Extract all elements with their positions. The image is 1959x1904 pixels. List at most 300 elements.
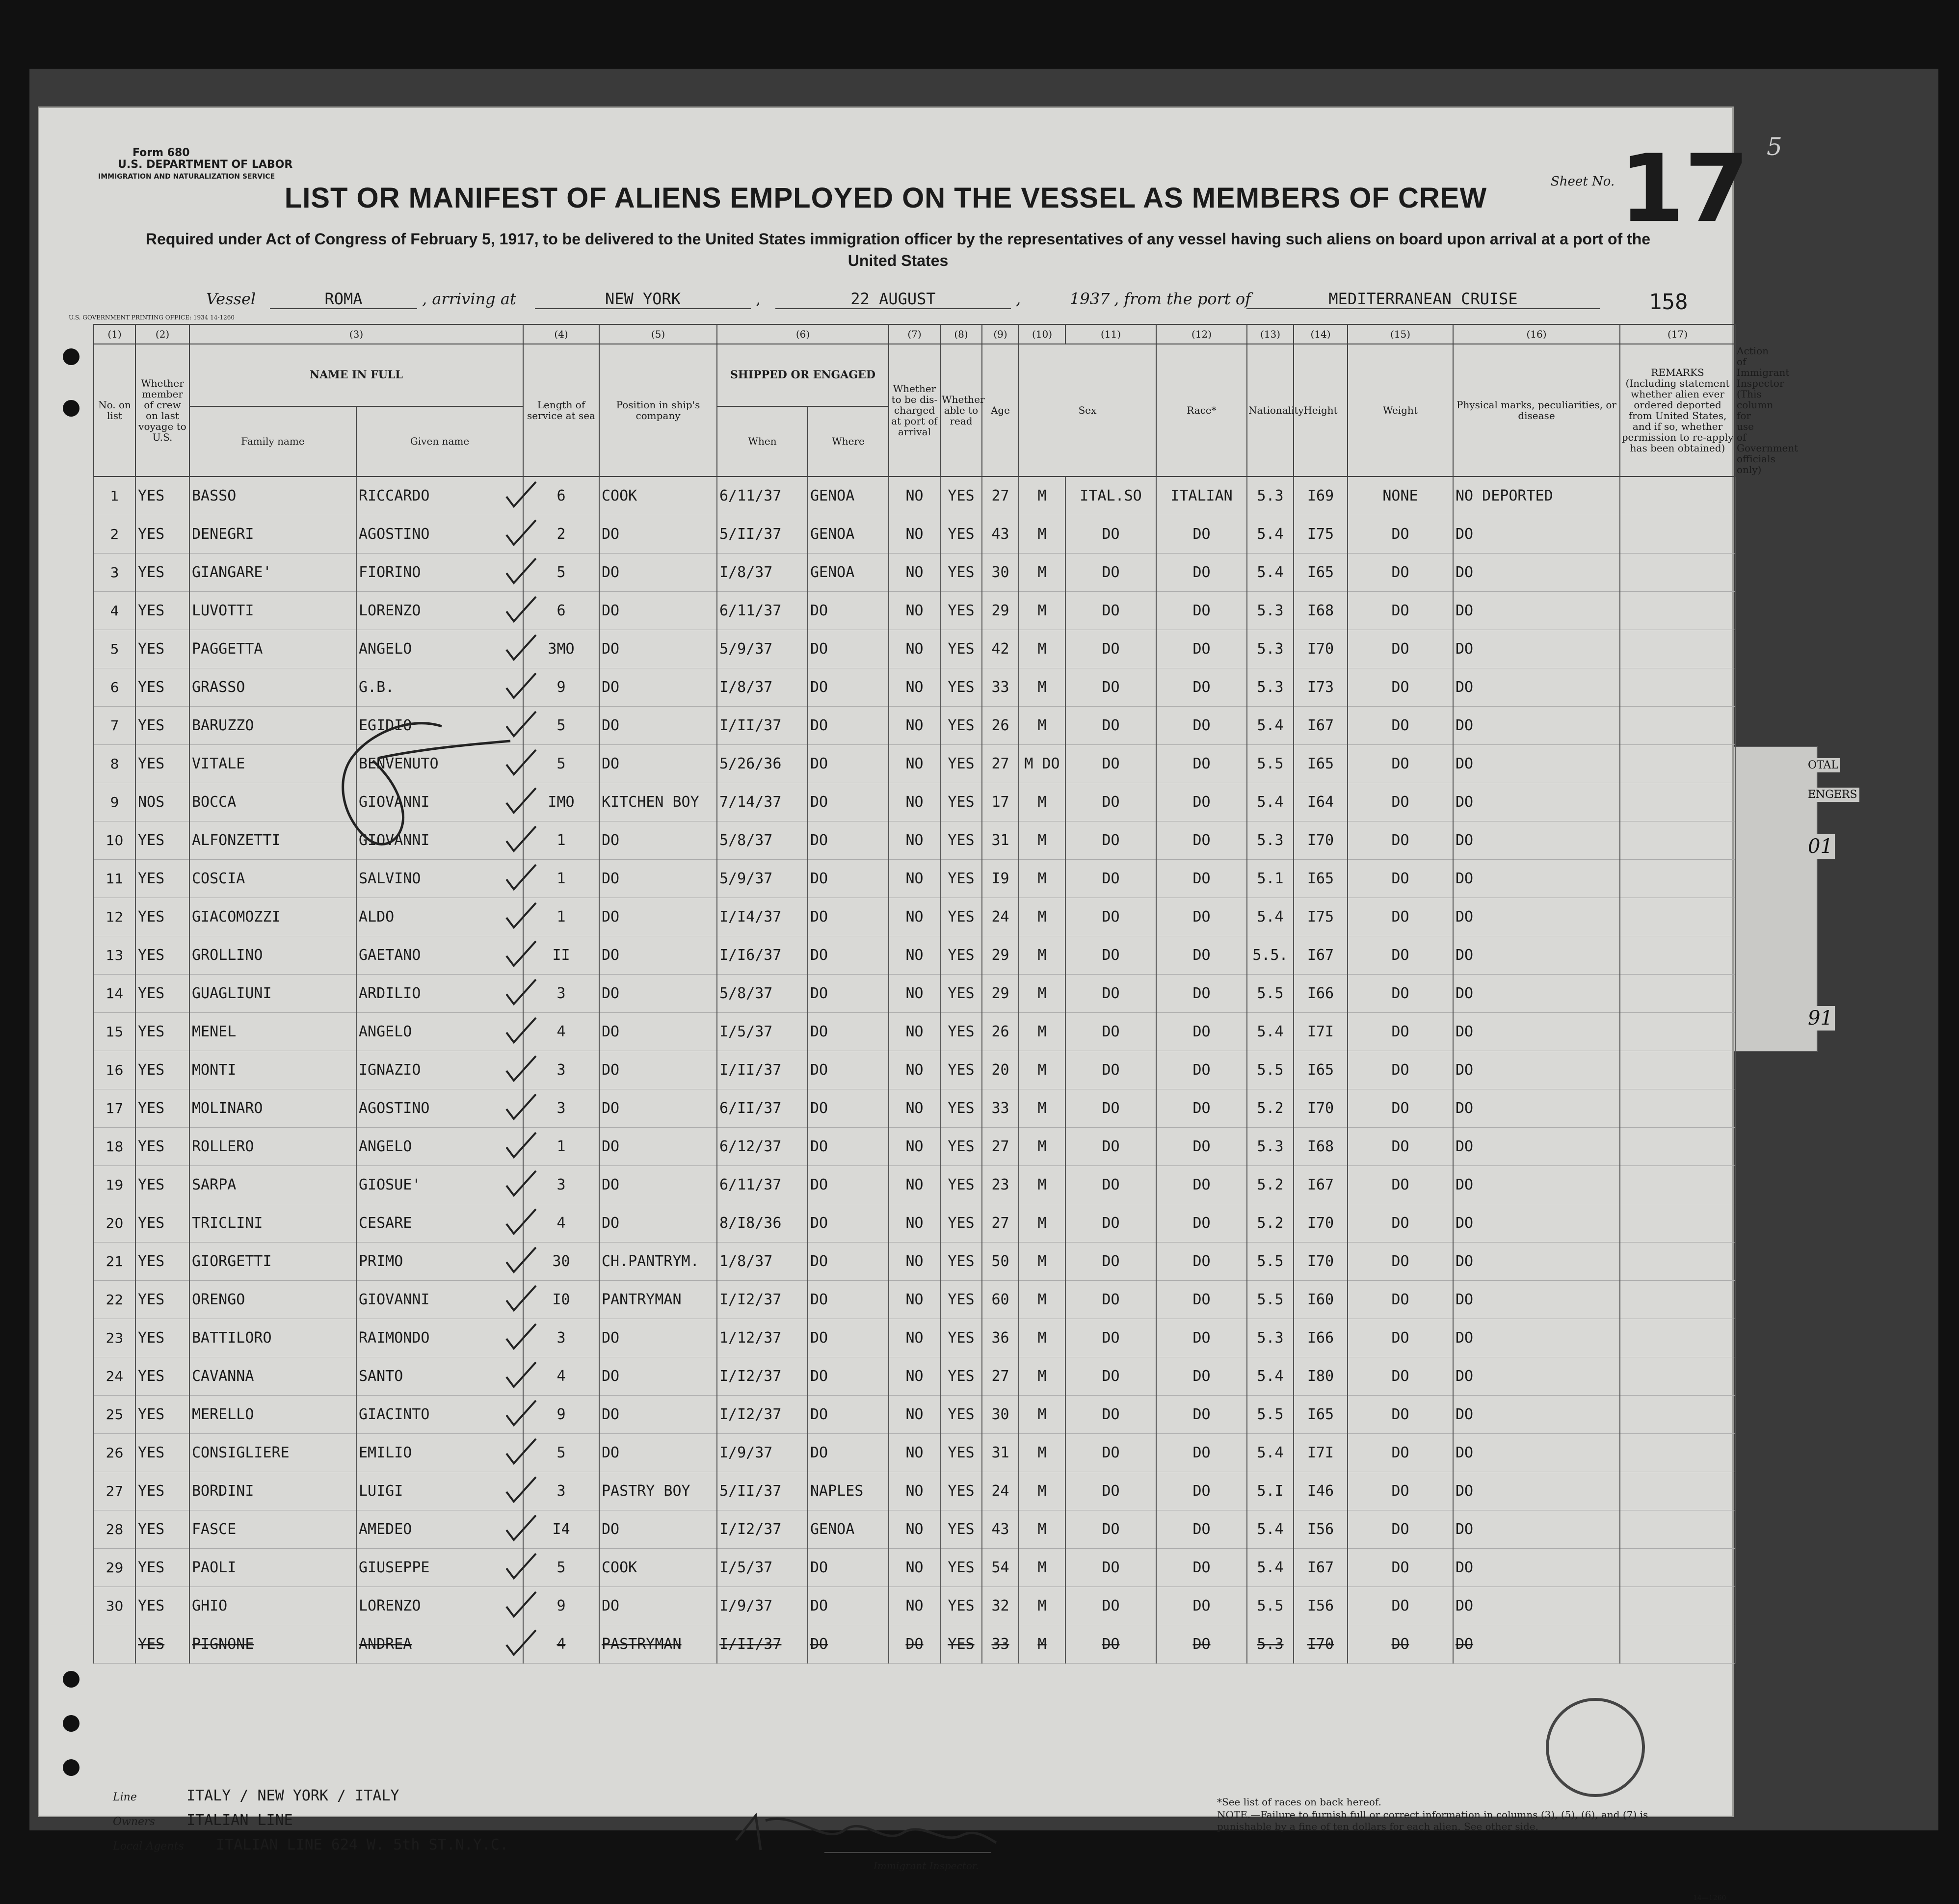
cell-race: DO [1065, 515, 1156, 554]
cell-able-read: YES [940, 898, 982, 936]
check-mark [504, 1551, 538, 1581]
cell-family-name: GUAGLIUNI [189, 975, 356, 1013]
punch-hole [63, 400, 79, 417]
cell-remarks: NO DEPORTED [1453, 476, 1620, 515]
cell-family-name: SARPA [189, 1166, 356, 1204]
cell-height: 5.5 [1247, 1051, 1294, 1089]
cell-nationality: DO [1156, 1319, 1247, 1357]
header-physical-marks: Physical marks, peculiarities, or disease [1453, 344, 1620, 476]
cell-race: DO [1065, 1472, 1156, 1510]
line-label: Line [113, 1791, 137, 1803]
cell-weight: I66 [1294, 975, 1348, 1013]
cell-height: 5.5 [1247, 975, 1294, 1013]
cell-last-voyage: YES [135, 630, 189, 668]
cell-weight: I70 [1294, 1204, 1348, 1243]
cell-physical-marks: DO [1348, 668, 1453, 707]
check-mark [504, 1513, 538, 1542]
cell-sex: M [1019, 783, 1065, 821]
cell-shipped-when: I/II/37 [717, 1051, 808, 1089]
cell-position: DO [599, 1128, 717, 1166]
cell-family-name: DENEGRI [189, 515, 356, 554]
cell-row-number: 30 [94, 1587, 135, 1625]
cell-height: 5.4 [1247, 707, 1294, 745]
check-mark [504, 1628, 538, 1657]
cell-shipped-where: DO [808, 1587, 889, 1625]
cell-nationality: DO [1156, 975, 1247, 1013]
cell-discharged: NO [889, 668, 940, 707]
cell-last-voyage: YES [135, 860, 189, 898]
header-sex: Sex [1019, 344, 1156, 476]
col-num-7: (7) [889, 324, 940, 344]
cell-inspector-action [1620, 668, 1735, 707]
cell-remarks: DO [1453, 1472, 1620, 1510]
cell-family-name: GIACOMOZZI [189, 898, 356, 936]
cell-discharged: NO [889, 707, 940, 745]
cell-position: DO [599, 707, 717, 745]
cell-age: 36 [982, 1319, 1019, 1357]
cell-inspector-action [1620, 592, 1735, 630]
cell-inspector-action [1620, 1319, 1735, 1357]
cell-last-voyage: YES [135, 476, 189, 515]
col-num-11: (11) [1065, 324, 1156, 344]
cell-race: DO [1065, 860, 1156, 898]
cell-race: DO [1065, 783, 1156, 821]
cell-able-read: YES [940, 515, 982, 554]
cell-race: DO [1065, 1319, 1156, 1357]
cell-last-voyage: YES [135, 1013, 189, 1051]
cell-age: 20 [982, 1051, 1019, 1089]
cell-weight: I64 [1294, 783, 1348, 821]
cell-nationality: DO [1156, 1396, 1247, 1434]
cell-nationality: DO [1156, 1281, 1247, 1319]
cell-remarks: DO [1453, 1319, 1620, 1357]
cell-weight: I70 [1294, 1243, 1348, 1281]
cell-service-length: 6 [523, 592, 599, 630]
corner-mark: 5 [1767, 132, 1782, 161]
cell-discharged: NO [889, 1549, 940, 1587]
side-value-2: 91 [1806, 1006, 1835, 1031]
header-remarks [1620, 344, 1735, 476]
cell-last-voyage: YES [135, 554, 189, 592]
cell-family-name: BOCCA [189, 783, 356, 821]
cell-height: 5.3 [1247, 1128, 1294, 1166]
cell-position: DO [599, 1357, 717, 1396]
cell-nationality: DO [1156, 707, 1247, 745]
cell-inspector-action [1620, 898, 1735, 936]
table-row [94, 1243, 1735, 1281]
cell-race: DO [1065, 1357, 1156, 1396]
cell-row-number: 25 [94, 1396, 135, 1434]
cell-given-name: RAIMONDO [356, 1319, 523, 1357]
side-label-total: OTAL [1806, 758, 1840, 772]
cell-able-read: YES [940, 476, 982, 515]
cell-remarks: DO [1453, 1281, 1620, 1319]
cell-shipped-when: 6/11/37 [717, 1166, 808, 1204]
table-row [94, 1549, 1735, 1587]
cell-age: 31 [982, 821, 1019, 860]
cell-weight: I7I [1294, 1434, 1348, 1472]
cell-family-name: PIGNONE [189, 1625, 356, 1664]
check-mark [504, 1054, 538, 1083]
cell-shipped-when: 6/11/37 [717, 592, 808, 630]
cell-discharged: NO [889, 821, 940, 860]
adjacent-page-tab [1732, 746, 1818, 1052]
cell-shipped-when: I/I2/37 [717, 1396, 808, 1434]
cell-family-name: ORENGO [189, 1281, 356, 1319]
cell-remarks: DO [1453, 592, 1620, 630]
cell-service-length: 5 [523, 1434, 599, 1472]
cell-shipped-where: DO [808, 860, 889, 898]
cell-shipped-where: DO [808, 1166, 889, 1204]
header-member-last-voyage: Whether member of crew on last voyage to U.S. [135, 344, 189, 476]
cell-row-number: 7 [94, 707, 135, 745]
cell-shipped-where: GENOA [808, 515, 889, 554]
header-name-in-full: NAME IN FULL [189, 344, 523, 406]
cell-family-name: MENEL [189, 1013, 356, 1051]
cell-able-read: YES [940, 554, 982, 592]
cell-position: COOK [599, 1549, 717, 1587]
penalty-note: NOTE.—Failure to furnish full or correct information in columns (3), (5), (6), and (7) is punishable by a fine of ten dollars for each alien. See other side. [1217, 1809, 1648, 1832]
cell-sex: M [1019, 821, 1065, 860]
races-note: *See list of races on back hereof. [1217, 1796, 1382, 1808]
department-name: U.S. DEPARTMENT OF LABOR [118, 159, 293, 171]
cell-age: 26 [982, 707, 1019, 745]
cell-height: 5.I [1247, 1472, 1294, 1510]
table-row [94, 1204, 1735, 1243]
cell-last-voyage: YES [135, 1549, 189, 1587]
cell-shipped-when: 6/11/37 [717, 476, 808, 515]
cell-remarks: DO [1453, 1089, 1620, 1128]
cell-physical-marks: DO [1348, 1281, 1453, 1319]
line-value: ITALY / NEW YORK / ITALY [186, 1787, 399, 1804]
cell-given-name: SALVINO [356, 860, 523, 898]
cell-shipped-when: 6/12/37 [717, 1128, 808, 1166]
cell-race: DO [1065, 821, 1156, 860]
cell-remarks: DO [1453, 936, 1620, 975]
cell-able-read: YES [940, 1549, 982, 1587]
side-value-1: 01 [1806, 834, 1835, 859]
cell-last-voyage: YES [135, 1128, 189, 1166]
cell-row-number: 11 [94, 860, 135, 898]
cell-last-voyage: YES [135, 1204, 189, 1243]
cell-nationality: DO [1156, 630, 1247, 668]
header-nationality: Nationality [1247, 344, 1294, 476]
cell-position: DO [599, 1051, 717, 1089]
cell-service-length: 1 [523, 1128, 599, 1166]
cell-remarks: DO [1453, 1128, 1620, 1166]
cell-given-name: ARDILIO [356, 975, 523, 1013]
cell-race: DO [1065, 1013, 1156, 1051]
cell-physical-marks: DO [1348, 1625, 1453, 1664]
cell-shipped-when: I/I4/37 [717, 898, 808, 936]
cell-sex: M [1019, 1166, 1065, 1204]
cell-shipped-where: DO [808, 975, 889, 1013]
cell-remarks: DO [1453, 1243, 1620, 1281]
cell-row-number: 2 [94, 515, 135, 554]
cell-position: PASTRY BOY [599, 1472, 717, 1510]
punch-hole [63, 1759, 79, 1776]
cell-position: DO [599, 1396, 717, 1434]
cell-height: 5.3 [1247, 821, 1294, 860]
cell-discharged: NO [889, 1089, 940, 1128]
sheet-label: Sheet No. [1551, 174, 1615, 189]
header-shipped-engaged: SHIPPED OR ENGAGED [717, 344, 889, 406]
cell-weight: I65 [1294, 745, 1348, 783]
cell-nationality: DO [1156, 1089, 1247, 1128]
cell-physical-marks: DO [1348, 1089, 1453, 1128]
cell-shipped-where: DO [808, 1243, 889, 1281]
cell-sex: M [1019, 592, 1065, 630]
cell-position: PANTRYMAN [599, 1281, 717, 1319]
cell-remarks: DO [1453, 1587, 1620, 1625]
cell-discharged: NO [889, 1472, 940, 1510]
cell-sex: M [1019, 898, 1065, 936]
table-row [94, 1013, 1735, 1051]
cell-sex: M [1019, 554, 1065, 592]
cell-weight: I46 [1294, 1472, 1348, 1510]
cell-service-length: 4 [523, 1204, 599, 1243]
cell-service-length: 4 [523, 1357, 599, 1396]
cell-age: 30 [982, 554, 1019, 592]
cell-shipped-when: 5/II/37 [717, 1472, 808, 1510]
cell-service-length: 9 [523, 1587, 599, 1625]
table-row [94, 975, 1735, 1013]
cell-able-read: YES [940, 1434, 982, 1472]
cell-nationality: DO [1156, 821, 1247, 860]
cell-physical-marks: DO [1348, 860, 1453, 898]
cell-discharged: NO [889, 1587, 940, 1625]
cell-height: 5.2 [1247, 1204, 1294, 1243]
cell-nationality: DO [1156, 1357, 1247, 1396]
cell-race: DO [1065, 936, 1156, 975]
cell-given-name: AGOSTINO [356, 1089, 523, 1128]
cell-family-name: PAGGETTA [189, 630, 356, 668]
manifest-sheet [39, 108, 1749, 1902]
cell-age: 27 [982, 1128, 1019, 1166]
cell-physical-marks: DO [1348, 1472, 1453, 1510]
cell-row-number [94, 1625, 135, 1664]
side-label-passengers: ENGERS [1806, 788, 1859, 802]
cell-shipped-when: I/II/37 [717, 1625, 808, 1664]
check-mark [504, 1398, 538, 1428]
table-row [94, 1625, 1735, 1664]
cell-last-voyage: YES [135, 745, 189, 783]
cell-nationality: DO [1156, 1434, 1247, 1472]
cell-nationality: DO [1156, 1013, 1247, 1051]
cell-remarks: DO [1453, 783, 1620, 821]
cell-physical-marks: DO [1348, 1013, 1453, 1051]
form-number: Form 680 [132, 147, 190, 159]
cell-inspector-action [1620, 1013, 1735, 1051]
cell-height: 5.4 [1247, 554, 1294, 592]
cell-inspector-action [1620, 1396, 1735, 1434]
cell-inspector-action [1620, 1472, 1735, 1510]
cell-given-name: RICCARDO [356, 476, 523, 515]
cell-nationality: DO [1156, 1166, 1247, 1204]
cell-nationality: DO [1156, 1472, 1247, 1510]
check-mark [504, 977, 538, 1006]
cell-age: 29 [982, 592, 1019, 630]
page-title: LIST OR MANIFEST OF ALIENS EMPLOYED ON THE VESSEL AS MEMBERS OF CREW [284, 182, 1487, 214]
cell-row-number: 20 [94, 1204, 135, 1243]
cell-family-name: VITALE [189, 745, 356, 783]
cell-given-name: AGOSTINO [356, 515, 523, 554]
cell-row-number: 3 [94, 554, 135, 592]
cell-age: 27 [982, 745, 1019, 783]
header-family-name: Family name [189, 406, 356, 476]
cell-position: COOK [599, 476, 717, 515]
cell-last-voyage: YES [135, 1243, 189, 1281]
cell-physical-marks: DO [1348, 554, 1453, 592]
cell-height: 5.5 [1247, 1587, 1294, 1625]
header-position: Position in ship's company [599, 344, 717, 476]
cell-discharged: NO [889, 592, 940, 630]
cell-position: DO [599, 1204, 717, 1243]
col-num-4: (4) [523, 324, 599, 344]
cell-sex: M DO [1019, 745, 1065, 783]
cell-last-voyage: YES [135, 975, 189, 1013]
cell-shipped-when: 5/9/37 [717, 860, 808, 898]
table-row [94, 1089, 1735, 1128]
cell-discharged: NO [889, 476, 940, 515]
arrival-year: 1937 [1070, 290, 1110, 308]
cell-weight: I73 [1294, 668, 1348, 707]
cell-weight: I65 [1294, 1051, 1348, 1089]
cell-row-number: 9 [94, 783, 135, 821]
cell-nationality: DO [1156, 936, 1247, 975]
cell-given-name: LUIGI [356, 1472, 523, 1510]
cell-shipped-when: 5/8/37 [717, 975, 808, 1013]
cell-remarks: DO [1453, 1434, 1620, 1472]
cell-height: 5.3 [1247, 592, 1294, 630]
cell-position: DO [599, 1434, 717, 1472]
cell-inspector-action [1620, 1510, 1735, 1549]
cell-position: PASTRYMAN [599, 1625, 717, 1664]
check-mark [504, 671, 538, 700]
cell-given-name: IGNAZIO [356, 1051, 523, 1089]
cell-position: DO [599, 515, 717, 554]
cell-able-read: YES [940, 1587, 982, 1625]
cell-height: 5.2 [1247, 1166, 1294, 1204]
cell-physical-marks: DO [1348, 1357, 1453, 1396]
cell-family-name: CAVANNA [189, 1357, 356, 1396]
cell-family-name: GHIO [189, 1587, 356, 1625]
cell-discharged: NO [889, 1204, 940, 1243]
cell-discharged: NO [889, 1128, 940, 1166]
cell-shipped-where: NAPLES [808, 1472, 889, 1510]
cell-position: DO [599, 745, 717, 783]
cell-discharged: NO [889, 1434, 940, 1472]
cell-family-name: COSCIA [189, 860, 356, 898]
cell-able-read: YES [940, 1281, 982, 1319]
cell-remarks: DO [1453, 1013, 1620, 1051]
cell-position: DO [599, 592, 717, 630]
cell-given-name: ALDO [356, 898, 523, 936]
cell-inspector-action [1620, 860, 1735, 898]
table-row [94, 1319, 1735, 1357]
cell-age: 32 [982, 1587, 1019, 1625]
cell-service-length: 30 [523, 1243, 599, 1281]
cell-given-name: PRIMO [356, 1243, 523, 1281]
cell-inspector-action [1620, 1243, 1735, 1281]
cell-shipped-where: DO [808, 821, 889, 860]
cell-shipped-where: DO [808, 1281, 889, 1319]
col-num-2: (2) [135, 324, 189, 344]
table-row [94, 554, 1735, 592]
cell-physical-marks: DO [1348, 975, 1453, 1013]
cell-last-voyage: YES [135, 1625, 189, 1664]
cell-inspector-action [1620, 476, 1735, 515]
cell-inspector-action [1620, 1625, 1735, 1664]
cell-shipped-when: I/9/37 [717, 1434, 808, 1472]
cell-remarks: DO [1453, 1510, 1620, 1549]
col-num-15: (15) [1348, 324, 1453, 344]
cell-weight: I60 [1294, 1281, 1348, 1319]
cell-last-voyage: YES [135, 1281, 189, 1319]
cell-able-read: YES [940, 1510, 982, 1549]
cell-inspector-action [1620, 1434, 1735, 1472]
col-num-1: (1) [94, 324, 135, 344]
cell-row-number: 14 [94, 975, 135, 1013]
cell-age: 29 [982, 975, 1019, 1013]
cell-given-name: G.B. [356, 668, 523, 707]
cell-row-number: 15 [94, 1013, 135, 1051]
cell-nationality: DO [1156, 668, 1247, 707]
cell-family-name: BORDINI [189, 1472, 356, 1510]
cell-weight: I67 [1294, 1549, 1348, 1587]
cell-physical-marks: NONE [1348, 476, 1453, 515]
cell-service-length: 3 [523, 1051, 599, 1089]
cell-height: 5.3 [1247, 1625, 1294, 1664]
cell-able-read: YES [940, 860, 982, 898]
cell-weight: I65 [1294, 1396, 1348, 1434]
cell-shipped-when: 5/8/37 [717, 821, 808, 860]
cell-race: DO [1065, 1243, 1156, 1281]
cell-able-read: YES [940, 1051, 982, 1089]
cell-height: 5.3 [1247, 630, 1294, 668]
cell-able-read: YES [940, 1204, 982, 1243]
cell-remarks: DO [1453, 1396, 1620, 1434]
cell-inspector-action [1620, 821, 1735, 860]
cell-race: DO [1065, 1549, 1156, 1587]
cell-able-read: YES [940, 1319, 982, 1357]
cell-age: 54 [982, 1549, 1019, 1587]
check-mark [504, 1092, 538, 1121]
service-name: IMMIGRATION AND NATURALIZATION SERVICE [98, 173, 275, 181]
cell-race: DO [1065, 1510, 1156, 1549]
cell-family-name: TRICLINI [189, 1204, 356, 1243]
col-num-3: (3) [189, 324, 523, 344]
cell-weight: I68 [1294, 1128, 1348, 1166]
cell-inspector-action [1620, 1357, 1735, 1396]
cell-given-name: GIUSEPPE [356, 1549, 523, 1587]
cell-service-length: 4 [523, 1625, 599, 1664]
cell-service-length: 2 [523, 515, 599, 554]
cell-weight: I65 [1294, 554, 1348, 592]
cell-able-read: YES [940, 1357, 982, 1396]
cell-age: 27 [982, 1204, 1019, 1243]
header-discharged: Whether to be dis-charged at port of arrival [889, 344, 940, 476]
cell-row-number: 12 [94, 898, 135, 936]
cell-service-length: 3 [523, 1166, 599, 1204]
cell-nationality: ITALIAN [1156, 476, 1247, 515]
cell-shipped-where: DO [808, 1051, 889, 1089]
cell-shipped-where: GENOA [808, 476, 889, 515]
cell-nationality: DO [1156, 1051, 1247, 1089]
cell-shipped-where: DO [808, 1128, 889, 1166]
cell-last-voyage: YES [135, 1472, 189, 1510]
cell-physical-marks: DO [1348, 1204, 1453, 1243]
